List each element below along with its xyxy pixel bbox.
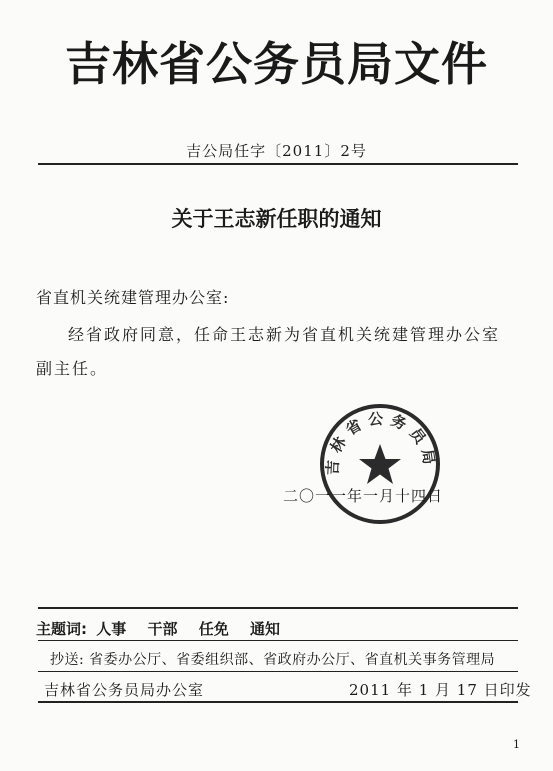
footer-top-divider [38, 607, 518, 609]
header-divider [38, 163, 518, 165]
topic-word: 任免 [198, 620, 229, 638]
issuing-office: 吉林省公务员局办公室 [44, 681, 205, 699]
topic-word: 人事 [96, 620, 127, 638]
topic-word: 通知 [249, 620, 280, 638]
notice-title: 关于王志新任职的通知 [171, 207, 382, 231]
topic-word: 干部 [147, 620, 178, 638]
cc-divider [38, 671, 518, 672]
notice-addressee: 省直机关统建管理办公室: [36, 288, 230, 307]
seal-star-icon [359, 444, 401, 484]
footer-bottom-divider [38, 701, 518, 703]
seal-text: 吉林省公务员局 [323, 409, 439, 476]
document-header-title: 吉林省公务员局文件 [65, 37, 488, 91]
cc-recipients: 省委办公厅、省委组织部、省政府办公厅、省直机关事务管理局 [89, 652, 496, 668]
topic-divider [38, 640, 518, 641]
official-seal-icon [318, 402, 442, 526]
notice-body: 经省政府同意，任命王志新为省直机关统建管理办公室副主任。 [36, 325, 501, 378]
issue-date: 2011 年 1 月 17 日印发 [349, 681, 532, 699]
notice-date: 二〇一一年一月十四日 [283, 487, 444, 505]
topic-words-row [36, 618, 296, 639]
page-number: 1 [513, 738, 520, 751]
cc-label: 抄送: [50, 652, 85, 668]
cc-row [50, 649, 495, 669]
topic-label: 主题词: [36, 620, 87, 638]
document-number: 吉公局任字〔2011〕2号 [186, 142, 367, 160]
